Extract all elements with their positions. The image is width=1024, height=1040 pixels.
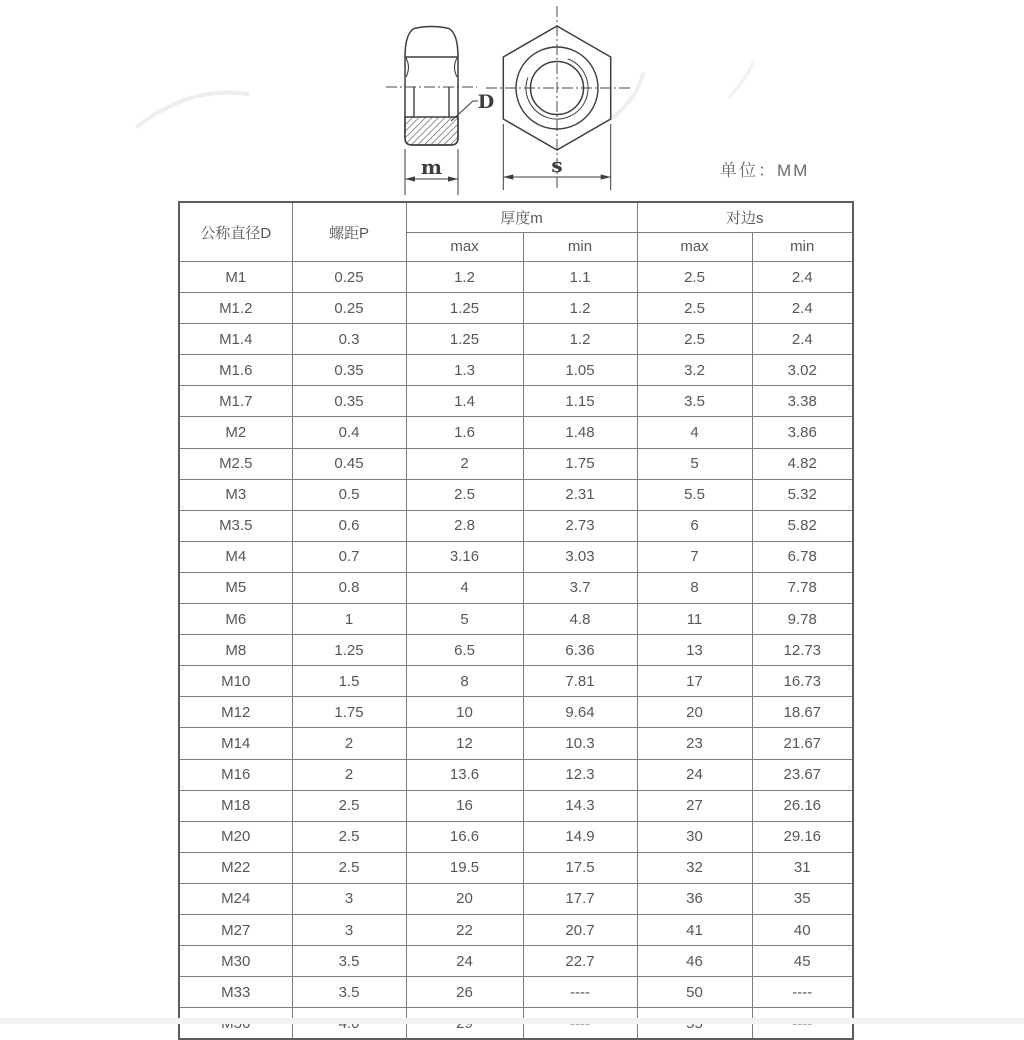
table-row [179,541,853,572]
pitch-cell: 0.25 [292,293,406,324]
flats-min-cell: 26.16 [752,790,853,821]
size-cell: M1.4 [179,324,292,355]
flats-max-cell: 2.5 [637,262,752,293]
table-row [179,355,853,386]
flats-max-cell: 27 [637,790,752,821]
thickness-min-cell: 17.5 [523,852,637,883]
flats-max-cell: 30 [637,821,752,852]
thickness-max-cell: 1.4 [406,386,523,417]
chamfer-facet-left [406,57,409,77]
thickness-min-cell: 17.7 [523,883,637,914]
arrowhead [601,174,611,179]
flats-min-cell: 5.82 [752,510,853,541]
flats-min-cell: 16.73 [752,666,853,697]
flats-min-cell: 18.67 [752,697,853,728]
chamfer-facet-right [455,57,458,77]
header-flats-min: min [752,232,853,262]
thickness-max-cell: 2.8 [406,510,523,541]
size-cell: M3.5 [179,510,292,541]
size-cell: M1.7 [179,386,292,417]
flats-max-cell: 41 [637,914,752,945]
table-row [179,572,853,603]
thickness-max-cell: 1.6 [406,417,523,448]
thickness-min-cell: 6.36 [523,635,637,666]
flats-min-cell: 21.67 [752,728,853,759]
size-cell: M1 [179,262,292,293]
pitch-cell: 1.25 [292,635,406,666]
pitch-cell: 3 [292,914,406,945]
thickness-max-cell: 2.5 [406,479,523,510]
table-row [179,914,853,945]
flats-max-cell: 3.5 [637,386,752,417]
spec-table-header [179,202,853,262]
flats-max-cell: 32 [637,852,752,883]
thickness-min-cell: 1.15 [523,386,637,417]
size-cell: M16 [179,759,292,790]
header-thickness-max: max [406,232,523,262]
thickness-min-cell: 1.05 [523,355,637,386]
size-cell: M4 [179,541,292,572]
table-row [179,479,853,510]
table-row [179,666,853,697]
flats-min-cell: 6.78 [752,541,853,572]
dimension-label-s: s [551,153,563,177]
table-row [179,883,853,914]
flats-min-cell: 40 [752,914,853,945]
thickness-max-cell: 1.25 [406,293,523,324]
spec-table-body [179,262,853,1040]
header-thickness-min: min [523,232,637,262]
size-cell: M33 [179,977,292,1008]
thickness-min-cell: 9.64 [523,697,637,728]
size-cell: M22 [179,852,292,883]
flats-min-cell: 35 [752,883,853,914]
thickness-min-cell: 1.2 [523,293,637,324]
pitch-cell: 0.4 [292,417,406,448]
thickness-max-cell: 13.6 [406,759,523,790]
flats-max-cell: 2.5 [637,324,752,355]
pitch-cell: 2.5 [292,821,406,852]
pitch-cell: 3 [292,883,406,914]
table-row [179,728,853,759]
flats-min-cell: 3.02 [752,355,853,386]
thickness-min-cell: 10.3 [523,728,637,759]
thickness-max-cell: 16 [406,790,523,821]
thickness-min-cell: 4.8 [523,604,637,635]
flats-max-cell: 11 [637,604,752,635]
pitch-cell: 0.8 [292,572,406,603]
size-cell: M1.2 [179,293,292,324]
table-row [179,759,853,790]
pitch-cell: 1 [292,604,406,635]
table-row [179,946,853,977]
thickness-max-cell: 5 [406,604,523,635]
flats-min-cell: ---- [752,977,853,1008]
thickness-max-cell: 4 [406,572,523,603]
size-cell: M27 [179,914,292,945]
thickness-max-cell: 16.6 [406,821,523,852]
pitch-cell: 0.45 [292,448,406,479]
pitch-cell: 0.7 [292,541,406,572]
thickness-min-cell: 1.2 [523,324,637,355]
arrowhead [405,176,415,181]
thickness-max-cell: 20 [406,883,523,914]
thickness-min-cell: 1.48 [523,417,637,448]
unit-label: 单位：MM [720,161,810,180]
header-nominal-diameter: 公称直径D [179,202,292,262]
pitch-cell: 1.5 [292,666,406,697]
header-flats-max: max [637,232,752,262]
size-cell: M20 [179,821,292,852]
pitch-cell: 1.75 [292,697,406,728]
flats-min-cell: 2.4 [752,324,853,355]
arrowhead [503,174,513,179]
flats-min-cell: 23.67 [752,759,853,790]
flats-max-cell: 3.2 [637,355,752,386]
flats-max-cell: 4 [637,417,752,448]
flats-max-cell: 5.5 [637,479,752,510]
pitch-cell: 0.5 [292,479,406,510]
dimension-label-m: m [420,155,443,179]
size-cell: M8 [179,635,292,666]
size-cell: M5 [179,572,292,603]
section-hatch [405,117,458,145]
thickness-max-cell: 2 [406,448,523,479]
pitch-cell: 0.6 [292,510,406,541]
thickness-max-cell: 6.5 [406,635,523,666]
size-cell: M24 [179,883,292,914]
flats-max-cell: 8 [637,572,752,603]
pitch-cell: 2 [292,728,406,759]
pitch-cell: 3.5 [292,977,406,1008]
size-cell: M3 [179,479,292,510]
header-across-flats: 对边s [637,202,853,232]
header-row-groups [179,202,853,232]
table-row [179,604,853,635]
flats-min-cell: 2.4 [752,262,853,293]
thickness-max-cell: 19.5 [406,852,523,883]
thickness-min-cell: 22.7 [523,946,637,977]
table-row [179,417,853,448]
flats-min-cell: 3.86 [752,417,853,448]
pitch-cell: 2.5 [292,790,406,821]
bottom-edge-shade [0,1018,1024,1024]
flats-min-cell: 7.78 [752,572,853,603]
thickness-max-cell: 1.25 [406,324,523,355]
spec-table [178,201,854,1040]
size-cell: M2 [179,417,292,448]
pitch-cell: 0.35 [292,355,406,386]
thickness-max-cell: 24 [406,946,523,977]
flats-max-cell: 46 [637,946,752,977]
table-row [179,262,853,293]
thickness-min-cell: 1.75 [523,448,637,479]
thickness-max-cell: 12 [406,728,523,759]
flats-max-cell: 2.5 [637,293,752,324]
thickness-min-cell: 14.9 [523,821,637,852]
size-cell: M1.6 [179,355,292,386]
flats-max-cell: 50 [637,977,752,1008]
thickness-min-cell: 3.7 [523,572,637,603]
thickness-min-cell: 12.3 [523,759,637,790]
size-cell: M12 [179,697,292,728]
size-cell: M30 [179,946,292,977]
thickness-max-cell: 1.3 [406,355,523,386]
flats-max-cell: 17 [637,666,752,697]
thickness-max-cell: 1.2 [406,262,523,293]
size-cell: M2.5 [179,448,292,479]
thickness-max-cell: 10 [406,697,523,728]
thickness-min-cell: 20.7 [523,914,637,945]
flats-max-cell: 13 [637,635,752,666]
size-cell: M18 [179,790,292,821]
pitch-cell: 3.5 [292,946,406,977]
size-cell: M10 [179,666,292,697]
flats-min-cell: 45 [752,946,853,977]
thickness-max-cell: 8 [406,666,523,697]
nut-top-view-drawing [478,2,643,197]
flats-min-cell: 12.73 [752,635,853,666]
thickness-min-cell: 2.73 [523,510,637,541]
flats-min-cell: 31 [752,852,853,883]
header-thickness: 厚度m [406,202,637,232]
pitch-cell: 0.25 [292,262,406,293]
pitch-cell: 0.35 [292,386,406,417]
thickness-min-cell: 2.31 [523,479,637,510]
thickness-max-cell: 3.16 [406,541,523,572]
thickness-min-cell: 14.3 [523,790,637,821]
thickness-max-cell: 26 [406,977,523,1008]
flats-max-cell: 7 [637,541,752,572]
arrowhead [448,176,458,181]
header-pitch: 螺距P [292,202,406,262]
table-row [179,635,853,666]
table-row [179,510,853,541]
flats-min-cell: 4.82 [752,448,853,479]
pitch-cell: 0.3 [292,324,406,355]
thickness-max-cell: 22 [406,914,523,945]
pitch-cell: 2.5 [292,852,406,883]
bore-leader-line [451,101,478,121]
thickness-min-cell: 1.1 [523,262,637,293]
size-cell: M6 [179,604,292,635]
size-cell: M14 [179,728,292,759]
flats-max-cell: 20 [637,697,752,728]
table-row [179,697,853,728]
flats-max-cell: 6 [637,510,752,541]
table-row [179,448,853,479]
flats-min-cell: 9.78 [752,604,853,635]
table-row [179,852,853,883]
thickness-min-cell: ---- [523,977,637,1008]
table-row [179,790,853,821]
pitch-cell: 2 [292,759,406,790]
flats-min-cell: 3.38 [752,386,853,417]
thickness-min-cell: 3.03 [523,541,637,572]
table-row [179,977,853,1008]
flats-min-cell: 2.4 [752,293,853,324]
table-row [179,293,853,324]
flats-max-cell: 23 [637,728,752,759]
table-row [179,386,853,417]
thickness-min-cell: 7.81 [523,666,637,697]
table-row [179,821,853,852]
flats-max-cell: 24 [637,759,752,790]
flats-min-cell: 29.16 [752,821,853,852]
bore-label-D: D [477,91,495,113]
flats-min-cell: 5.32 [752,479,853,510]
table-row [179,324,853,355]
flats-max-cell: 5 [637,448,752,479]
flats-max-cell: 36 [637,883,752,914]
